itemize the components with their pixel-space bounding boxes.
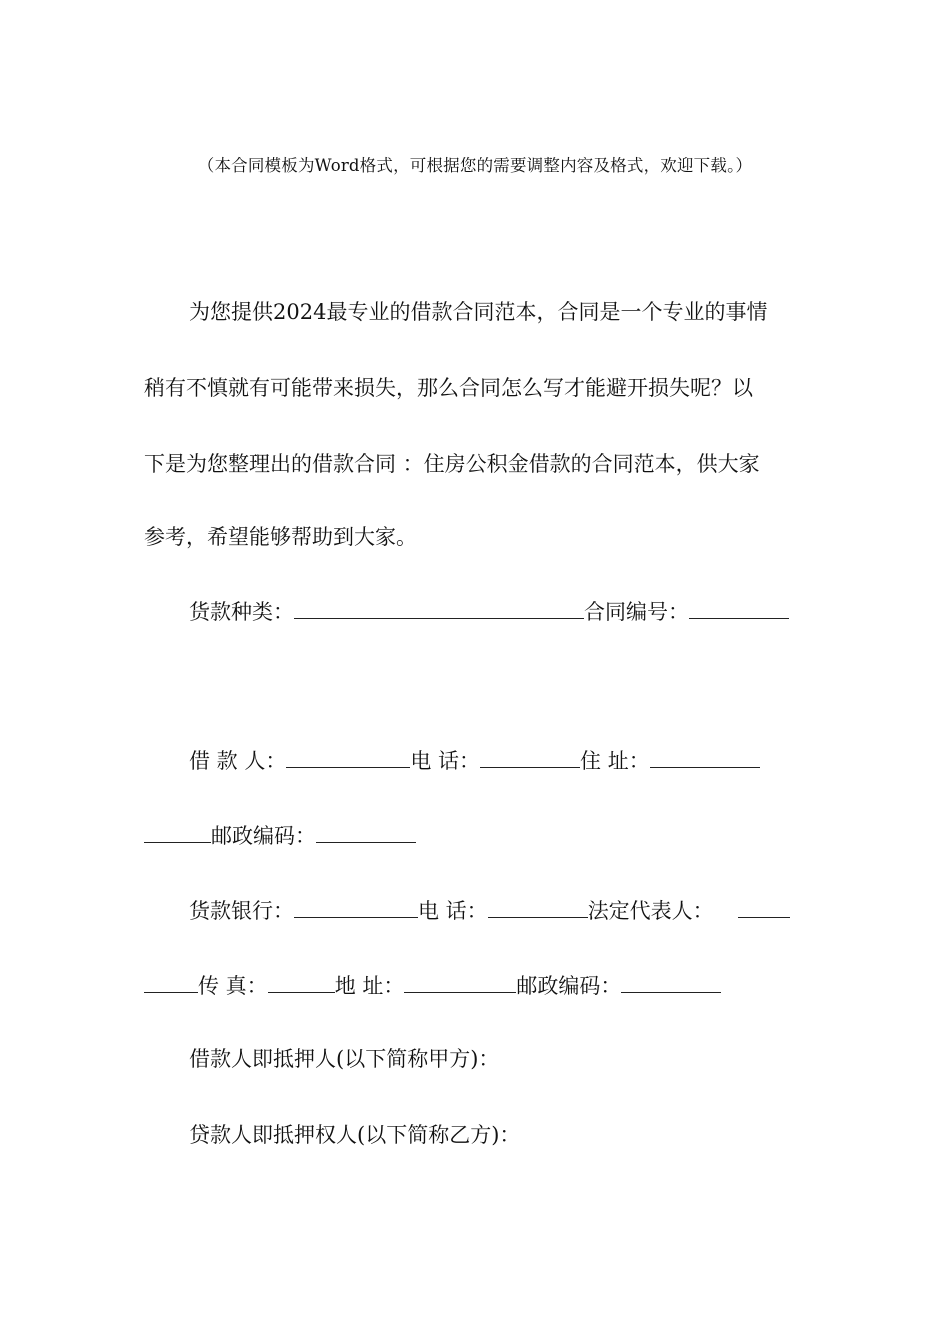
phone-label: 电 话： [410, 749, 481, 773]
address-blank[interactable] [650, 745, 760, 768]
loan-type-blank[interactable] [294, 596, 584, 619]
legal-rep-label: 法定代表人： [587, 899, 714, 923]
template-note: （本合同模板为Word格式，可根据您的需要调整内容及格式，欢迎下载。） [197, 156, 753, 175]
intro-line-3: 下是为您整理出的借款合同 ：住房公积金借款的合同范本，供大家 [144, 452, 760, 476]
intro-line-4: 参考，希望能够帮助到大家。 [144, 525, 417, 549]
fax-blank[interactable] [268, 970, 335, 993]
loan-type-label: 货款种类： [189, 600, 294, 624]
loan-type-row [189, 596, 804, 627]
party-b-line: 贷款人即抵押权人(以下简称乙方)： [189, 1123, 521, 1147]
phone2-blank[interactable] [488, 895, 588, 918]
postcode-blank[interactable] [316, 820, 416, 843]
borrower-postcode-row [144, 820, 804, 851]
address-label: 住 址： [580, 749, 650, 773]
address-blank-cont[interactable] [144, 820, 211, 843]
postcode2-blank[interactable] [621, 970, 721, 993]
phone-blank[interactable] [480, 745, 580, 768]
bank-row [189, 895, 804, 926]
address2-label: 地 址： [334, 974, 405, 998]
postcode2-label: 邮政编码： [516, 974, 622, 998]
contract-no-blank[interactable] [689, 596, 789, 619]
fax-label: 传 真： [198, 974, 268, 998]
lending-bank-blank[interactable] [294, 895, 418, 918]
fax-row [144, 970, 804, 1001]
intro-line-2: 稍有不慎就有可能带来损失，那么合同怎么写才能避开损失呢？以 [144, 376, 753, 400]
party-a-line: 借款人即抵押人(以下简称甲方)： [189, 1047, 500, 1071]
legal-rep-blank-cont[interactable] [144, 970, 198, 993]
phone2-label: 电 话： [418, 899, 488, 923]
contract-no-label: 合同编号： [584, 600, 689, 624]
legal-rep-blank[interactable] [738, 895, 790, 918]
lending-bank-label: 货款银行： [189, 899, 294, 923]
postcode-label: 邮政编码： [211, 824, 316, 848]
borrower-row [189, 745, 804, 776]
borrower-blank[interactable] [286, 745, 410, 768]
address2-blank[interactable] [404, 970, 516, 993]
intro-line-1: 为您提供2024最专业的借款合同范本，合同是一个专业的事情 [189, 300, 768, 324]
borrower-label: 借 款 人： [189, 749, 287, 773]
